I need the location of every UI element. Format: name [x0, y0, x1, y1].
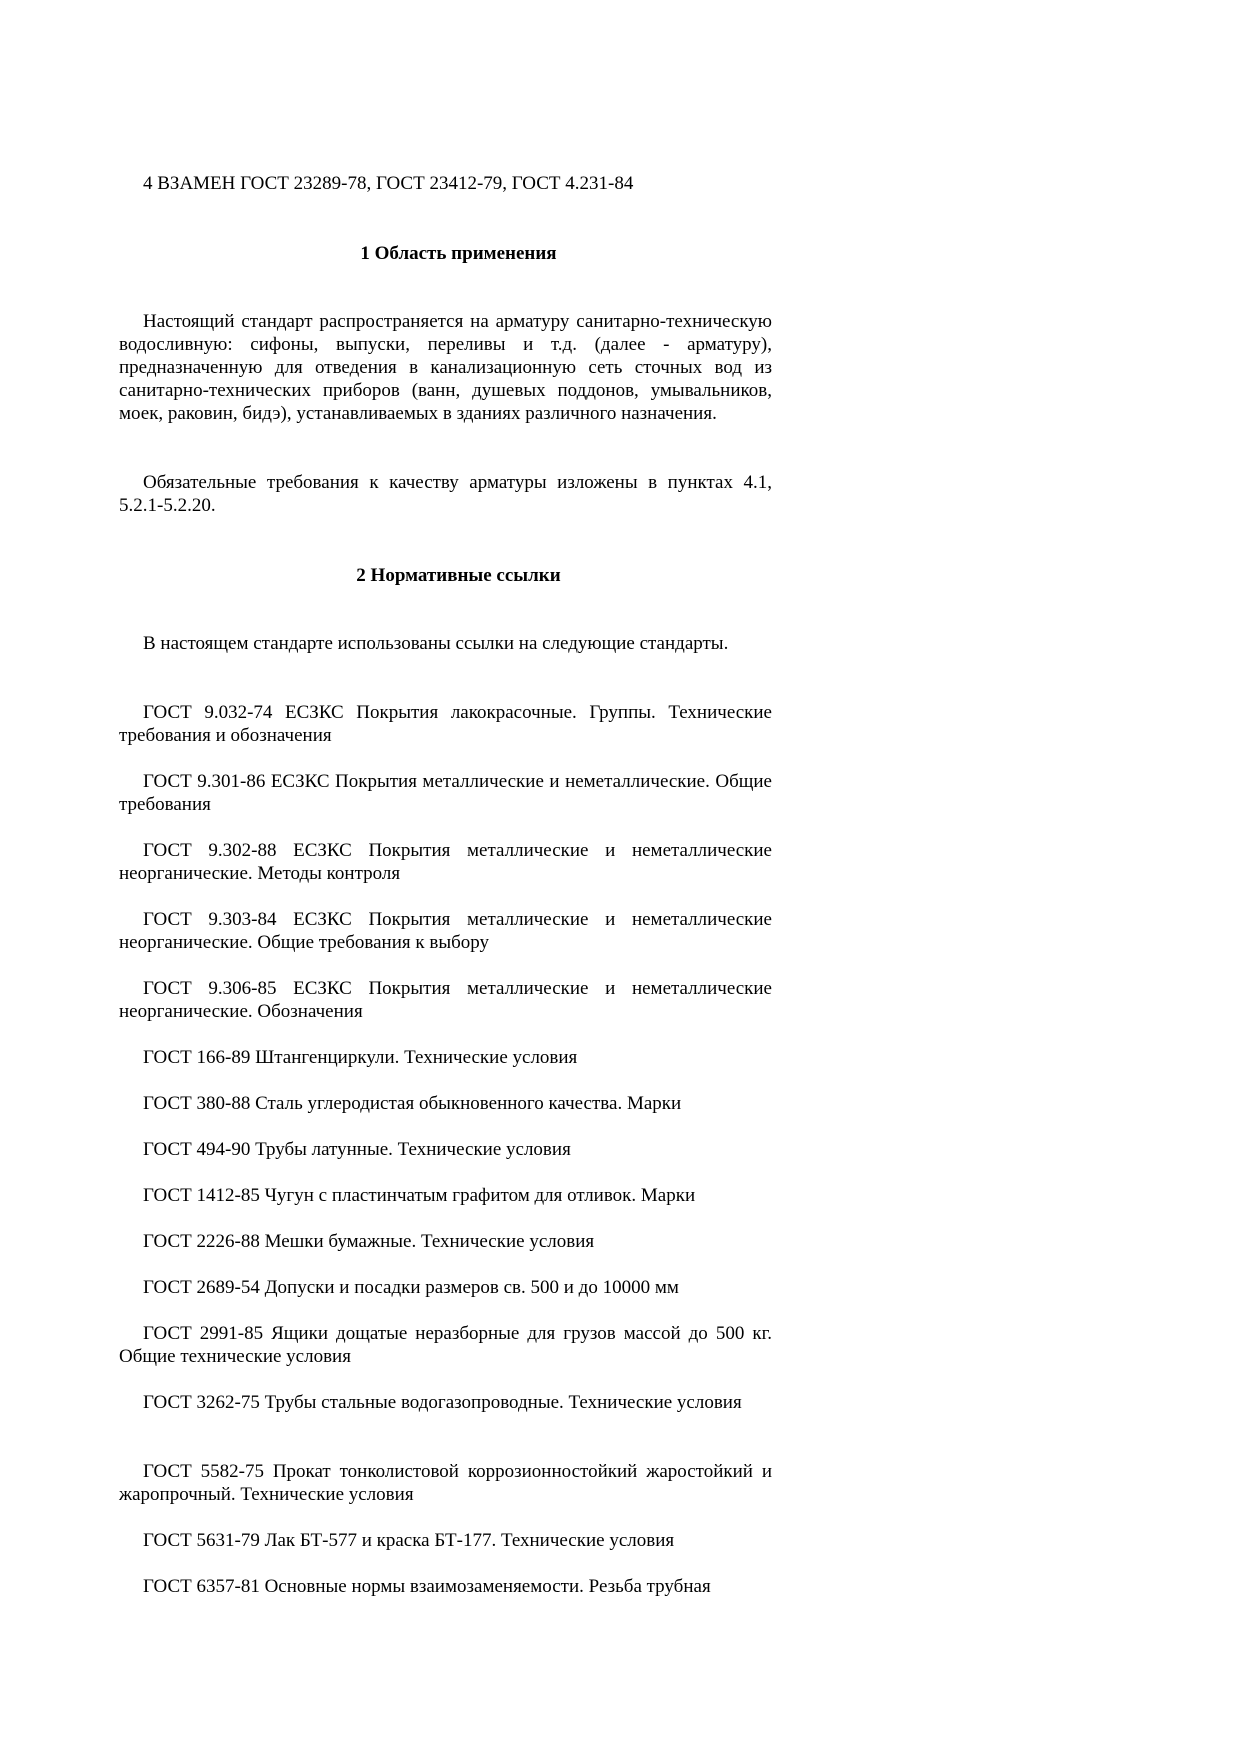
reference-item: ГОСТ 9.301-86 ЕСЗКС Покрытия металлические и неметаллические. Общие требования — [119, 771, 772, 815]
reference-item: ГОСТ 2226-88 Мешки бумажные. Технические условия — [143, 1231, 595, 1252]
reference-item: ГОСТ 494-90 Трубы латунные. Технические условия — [143, 1139, 571, 1160]
section-2-intro: В настоящем стандарте использованы ссылки на следующие стандарты. — [143, 633, 729, 654]
reference-item: ГОСТ 3262-75 Трубы стальные водогазопроводные. Технические условия — [143, 1392, 742, 1413]
reference-item: ГОСТ 166-89 Штангенциркули. Технические условия — [143, 1047, 578, 1068]
reference-item: ГОСТ 9.302-88 ЕСЗКС Покрытия металлические и неметаллические неорганические. Методы контроля — [119, 840, 772, 884]
reference-item: ГОСТ 2991-85 Ящики дощатые неразборные для грузов массой до 500 кг. Общие технические условия — [119, 1323, 772, 1367]
section-1-paragraph-scope: Настоящий стандарт распространяется на арматуру санитарно-техническую водосливную: сифоны, выпуски, переливы и т.д. (далее - арматуру), предназначенную для отведения в канализационную сеть сточных вод из санитарно-технических приборов (ванн, душевых поддонов, умывальников, моек, раковин, бидэ), устанавливаемых в зданиях различного назначения. — [119, 311, 772, 424]
section-2-title: 2 Нормативные ссылки — [356, 565, 561, 586]
reference-item: ГОСТ 9.032-74 ЕСЗКС Покрытия лакокрасочные. Группы. Технические требования и обозначения — [119, 702, 772, 746]
section-1-paragraph-requirements: Обязательные требования к качеству арматуры изложены в пунктах 4.1, 5.2.1-5.2.20. — [119, 472, 772, 516]
reference-item: ГОСТ 9.303-84 ЕСЗКС Покрытия металлические и неметаллические неорганические. Общие требования к выбору — [119, 909, 772, 953]
section-1-title: 1 Область применения — [360, 243, 557, 264]
reference-item: ГОСТ 9.306-85 ЕСЗКС Покрытия металлические и неметаллические неорганические. Обозначения — [119, 978, 772, 1022]
replaces-line: 4 ВЗАМЕН ГОСТ 23289-78, ГОСТ 23412-79, ГОСТ 4.231-84 — [143, 173, 634, 194]
reference-item: ГОСТ 5582-75 Прокат тонколистовой коррозионностойкий жаростойкий и жаропрочный. Технические условия — [119, 1461, 772, 1505]
reference-item: ГОСТ 5631-79 Лак БТ-577 и краска БТ-177. Технические условия — [143, 1530, 675, 1551]
reference-item: ГОСТ 1412-85 Чугун с пластинчатым графитом для отливок. Марки — [143, 1185, 696, 1206]
reference-item: ГОСТ 380-88 Сталь углеродистая обыкновенного качества. Марки — [143, 1093, 682, 1114]
reference-item: ГОСТ 6357-81 Основные нормы взаимозаменяемости. Резьба трубная — [143, 1576, 711, 1597]
reference-item: ГОСТ 2689-54 Допуски и посадки размеров св. 500 и до 10000 мм — [143, 1277, 679, 1298]
